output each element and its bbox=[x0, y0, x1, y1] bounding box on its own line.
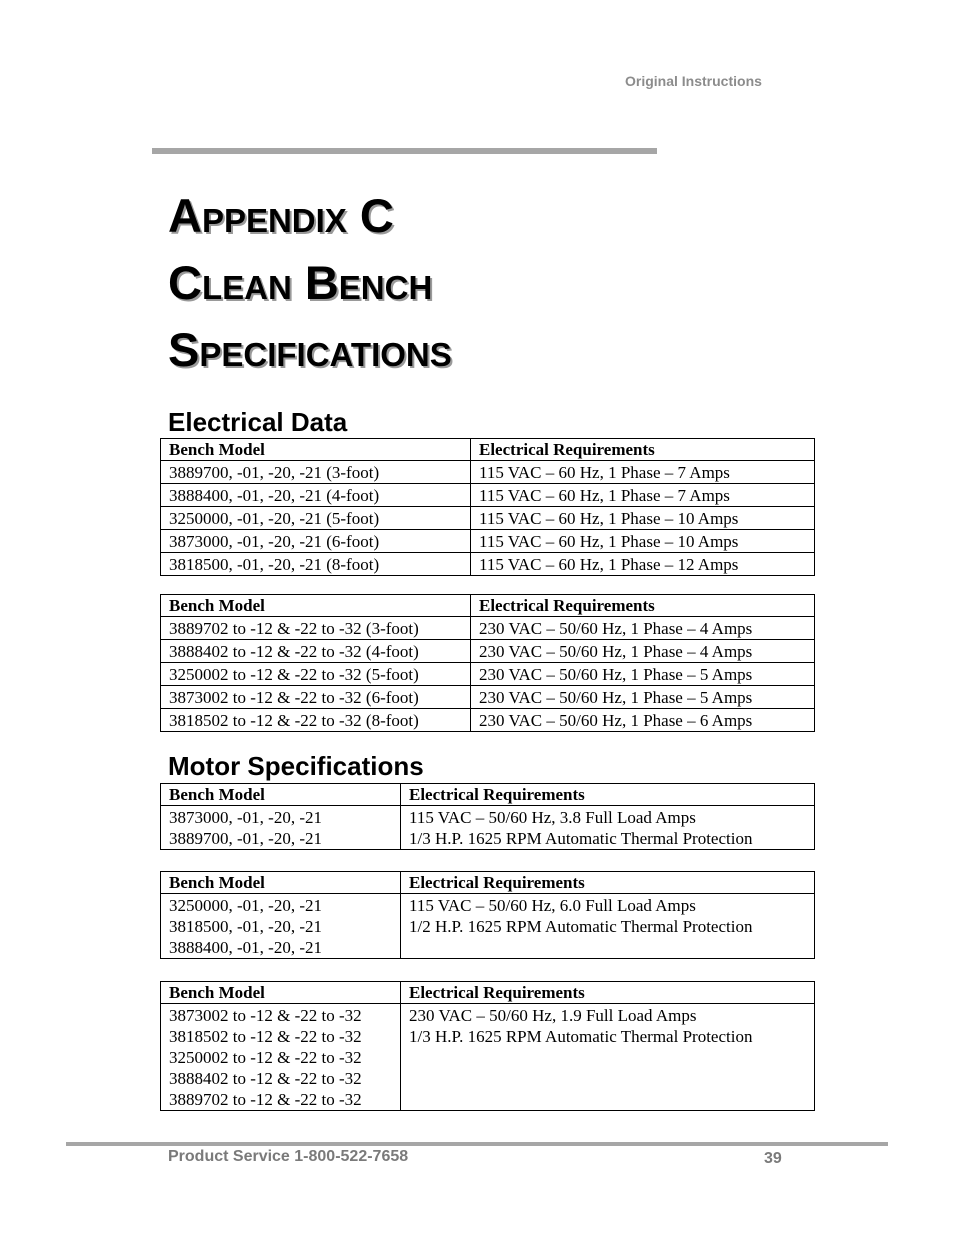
bench-model-line: 3250000, -01, -20, -21 bbox=[169, 896, 322, 915]
bench-model-cell: 3888400, -01, -20, -21 (4-foot) bbox=[161, 484, 471, 507]
column-header-electrical-requirements: Electrical Requirements bbox=[471, 439, 815, 461]
table-row bbox=[161, 484, 815, 507]
bench-model-line: 3888400, -01, -20, -21 bbox=[169, 938, 322, 957]
title-line-1: Appendix C bbox=[168, 189, 394, 242]
bench-model-cell: 3873002 to -12 & -22 to -32 (6-foot) bbox=[161, 686, 471, 709]
top-rule bbox=[152, 148, 657, 154]
table-row bbox=[161, 640, 815, 663]
table-header-row bbox=[161, 982, 815, 1004]
title-line-2: Clean Bench bbox=[168, 256, 433, 309]
footer-product-service: Product Service 1-800-522-7658 bbox=[168, 1148, 409, 1165]
table-row bbox=[161, 461, 815, 484]
table-row bbox=[161, 530, 815, 553]
requirements-cell: 230 VAC – 50/60 Hz, 1 Phase – 6 Amps bbox=[471, 709, 815, 732]
table-row bbox=[161, 806, 815, 850]
motor-specifications-heading: Motor Specifications bbox=[168, 751, 424, 781]
motor-table-230v bbox=[160, 981, 815, 1111]
column-header-bench-model: Bench Model bbox=[161, 784, 401, 806]
table-header-row bbox=[161, 439, 815, 461]
table-row bbox=[161, 617, 815, 640]
motor-table-115v-third-hp bbox=[160, 783, 815, 850]
requirements-line: 1/3 H.P. 1625 RPM Automatic Thermal Protection bbox=[409, 829, 753, 848]
requirements-cell: 115 VAC – 60 Hz, 1 Phase – 10 Amps bbox=[471, 530, 815, 553]
electrical-table-115v bbox=[160, 438, 815, 576]
bench-model-cell: 3818502 to -12 & -22 to -32 (8-foot) bbox=[161, 709, 471, 732]
electrical-table-230v bbox=[160, 594, 815, 732]
bench-model-cell bbox=[161, 894, 401, 959]
bench-model-cell bbox=[161, 1004, 401, 1111]
bench-model-line: 3888402 to -12 & -22 to -32 bbox=[169, 1069, 362, 1088]
table-header-row bbox=[161, 872, 815, 894]
bench-model-line: 3250002 to -12 & -22 to -32 bbox=[169, 1048, 362, 1067]
requirements-cell: 230 VAC – 50/60 Hz, 1 Phase – 5 Amps bbox=[471, 663, 815, 686]
table-row bbox=[161, 709, 815, 732]
requirements-cell: 115 VAC – 60 Hz, 1 Phase – 7 Amps bbox=[471, 484, 815, 507]
requirements-cell: 115 VAC – 60 Hz, 1 Phase – 10 Amps bbox=[471, 507, 815, 530]
table-row bbox=[161, 663, 815, 686]
motor-table-115v-half-hp bbox=[160, 871, 815, 959]
table-row bbox=[161, 686, 815, 709]
bench-model-line: 3818500, -01, -20, -21 bbox=[169, 917, 322, 936]
requirements-line: 230 VAC – 50/60 Hz, 1.9 Full Load Amps bbox=[409, 1006, 697, 1025]
requirements-cell: 230 VAC – 50/60 Hz, 1 Phase – 4 Amps bbox=[471, 617, 815, 640]
bench-model-line: 3873002 to -12 & -22 to -32 bbox=[169, 1006, 362, 1025]
bench-model-cell bbox=[161, 806, 401, 850]
electrical-data-heading: Electrical Data bbox=[168, 407, 348, 437]
bench-model-cell: 3889702 to -12 & -22 to -32 (3-foot) bbox=[161, 617, 471, 640]
requirements-cell: 115 VAC – 60 Hz, 1 Phase – 12 Amps bbox=[471, 553, 815, 576]
requirements-cell: 115 VAC – 60 Hz, 1 Phase – 7 Amps bbox=[471, 461, 815, 484]
bench-model-cell: 3818500, -01, -20, -21 (8-foot) bbox=[161, 553, 471, 576]
header-note: Original Instructions bbox=[625, 73, 762, 89]
bench-model-line: 3818502 to -12 & -22 to -32 bbox=[169, 1027, 362, 1046]
title-line-3: Specifications bbox=[168, 323, 452, 376]
bench-model-cell: 3250002 to -12 & -22 to -32 (5-foot) bbox=[161, 663, 471, 686]
bench-model-cell: 3250000, -01, -20, -21 (5-foot) bbox=[161, 507, 471, 530]
column-header-bench-model: Bench Model bbox=[161, 872, 401, 894]
requirements-line: 1/2 H.P. 1625 RPM Automatic Thermal Protection bbox=[409, 917, 753, 936]
table-header-row bbox=[161, 784, 815, 806]
requirements-cell bbox=[401, 1004, 815, 1111]
bench-model-cell: 3873000, -01, -20, -21 (6-foot) bbox=[161, 530, 471, 553]
requirements-cell bbox=[401, 894, 815, 959]
page-title bbox=[168, 182, 452, 383]
requirements-line: 115 VAC – 50/60 Hz, 6.0 Full Load Amps bbox=[409, 896, 696, 915]
bench-model-line: 3889700, -01, -20, -21 bbox=[169, 829, 322, 848]
requirements-cell: 230 VAC – 50/60 Hz, 1 Phase – 5 Amps bbox=[471, 686, 815, 709]
column-header-electrical-requirements: Electrical Requirements bbox=[401, 784, 815, 806]
column-header-bench-model: Bench Model bbox=[161, 439, 471, 461]
requirements-cell: 230 VAC – 50/60 Hz, 1 Phase – 4 Amps bbox=[471, 640, 815, 663]
bench-model-cell: 3889700, -01, -20, -21 (3-foot) bbox=[161, 461, 471, 484]
bench-model-line: 3889702 to -12 & -22 to -32 bbox=[169, 1090, 362, 1109]
column-header-electrical-requirements: Electrical Requirements bbox=[401, 872, 815, 894]
requirements-line: 115 VAC – 50/60 Hz, 3.8 Full Load Amps bbox=[409, 808, 696, 827]
bench-model-line: 3873000, -01, -20, -21 bbox=[169, 808, 322, 827]
bottom-rule bbox=[66, 1142, 888, 1146]
requirements-line: 1/3 H.P. 1625 RPM Automatic Thermal Protection bbox=[409, 1027, 753, 1046]
bench-model-cell: 3888402 to -12 & -22 to -32 (4-foot) bbox=[161, 640, 471, 663]
column-header-electrical-requirements: Electrical Requirements bbox=[401, 982, 815, 1004]
table-row bbox=[161, 894, 815, 959]
table-row bbox=[161, 507, 815, 530]
footer-page-number: 39 bbox=[764, 1150, 782, 1167]
table-row bbox=[161, 553, 815, 576]
column-header-bench-model: Bench Model bbox=[161, 595, 471, 617]
table-row bbox=[161, 1004, 815, 1111]
requirements-cell bbox=[401, 806, 815, 850]
column-header-electrical-requirements: Electrical Requirements bbox=[471, 595, 815, 617]
column-header-bench-model: Bench Model bbox=[161, 982, 401, 1004]
table-header-row bbox=[161, 595, 815, 617]
